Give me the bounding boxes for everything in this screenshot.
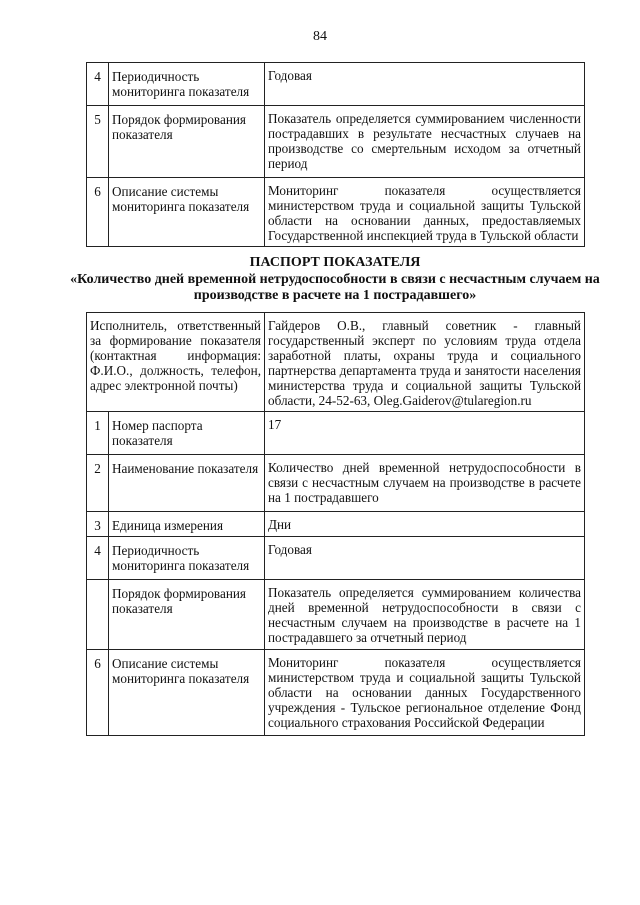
- executor-label: Исполнитель, ответственный за формирование показателя (контактная информация: Ф.И.О., должность, телефон, адрес электронной почты): [87, 313, 265, 412]
- table-row: [87, 580, 585, 650]
- row-number: 1: [87, 412, 109, 455]
- row-number: 5: [87, 106, 109, 178]
- row-value: Показатель определяется суммированием количества дней временной нетрудоспособности в связи с несчастным случаем на производстве в расчете на 1 пострадавшего за отчетный период: [265, 580, 585, 650]
- row-value: Годовая: [265, 537, 585, 580]
- table-row: [87, 63, 585, 106]
- row-value: Мониторинг показателя осуществляется министерством труда и социальной защиты Тульской области на основании данных, предоставляемых Государственной инспекцией труда в Тульской области: [265, 178, 585, 247]
- page-number: 84: [313, 29, 327, 44]
- row-label: Порядок формирования показателя: [109, 580, 265, 650]
- row-number: 6: [87, 178, 109, 247]
- table-row: [87, 412, 585, 455]
- row-value: Показатель определяется суммированием численности пострадавших в результате несчастных случаев на производстве со смертельным исходом за отчетный период: [265, 106, 585, 178]
- table-row: [87, 537, 585, 580]
- table-row: [87, 650, 585, 736]
- passport-table: [86, 312, 585, 736]
- row-label: Наименование показателя: [109, 455, 265, 512]
- executor-row: [87, 313, 585, 412]
- row-value: Годовая: [265, 63, 585, 106]
- row-number: 2: [87, 455, 109, 512]
- row-label: Описание системы мониторинга показателя: [109, 650, 265, 736]
- row-value: 17: [265, 412, 585, 455]
- table-row: [87, 178, 585, 247]
- row-number: 4: [87, 537, 109, 580]
- table-row: [87, 512, 585, 537]
- row-number: [87, 580, 109, 650]
- row-value: Количество дней временной нетрудоспособности в связи с несчастным случаем на производстве в расчете на 1 пострадавшего: [265, 455, 585, 512]
- row-label: Периодичность мониторинга показателя: [109, 63, 265, 106]
- row-number: 3: [87, 512, 109, 537]
- table-row: [87, 106, 585, 178]
- row-label: Номер паспорта показателя: [109, 412, 265, 455]
- indicator-table-continued: [86, 62, 585, 247]
- table-row: [87, 455, 585, 512]
- row-label: Порядок формирования показателя: [109, 106, 265, 178]
- row-number: 6: [87, 650, 109, 736]
- row-label: Описание системы мониторинга показателя: [109, 178, 265, 247]
- row-value: Дни: [265, 512, 585, 537]
- row-number: 4: [87, 63, 109, 106]
- row-value: Мониторинг показателя осуществляется министерством труда и социальной защиты Тульской области на основании данных Государственного учреждения - Тульское региональное отделение Фонд социального страхования Российской Федерации: [265, 650, 585, 736]
- row-label: Единица измерения: [109, 512, 265, 537]
- row-label: Периодичность мониторинга показателя: [109, 537, 265, 580]
- passport-subtitle: «Количество дней временной нетрудоспособности в связи с несчастным случаем на производстве в расчете на 1 пострадавшего»: [70, 272, 600, 303]
- executor-value: Гайдеров О.В., главный советник - главный государственный эксперт по условиям труда отдела заработной платы, охраны труда и социального партнерства департамента труда и занятости населения министерства труда и социальной защиты Тульской области, 24-52-63, Oleg.Gaiderov@tularegion.ru: [265, 313, 585, 412]
- passport-heading: ПАСПОРТ ПОКАЗАТЕЛЯ: [249, 255, 421, 270]
